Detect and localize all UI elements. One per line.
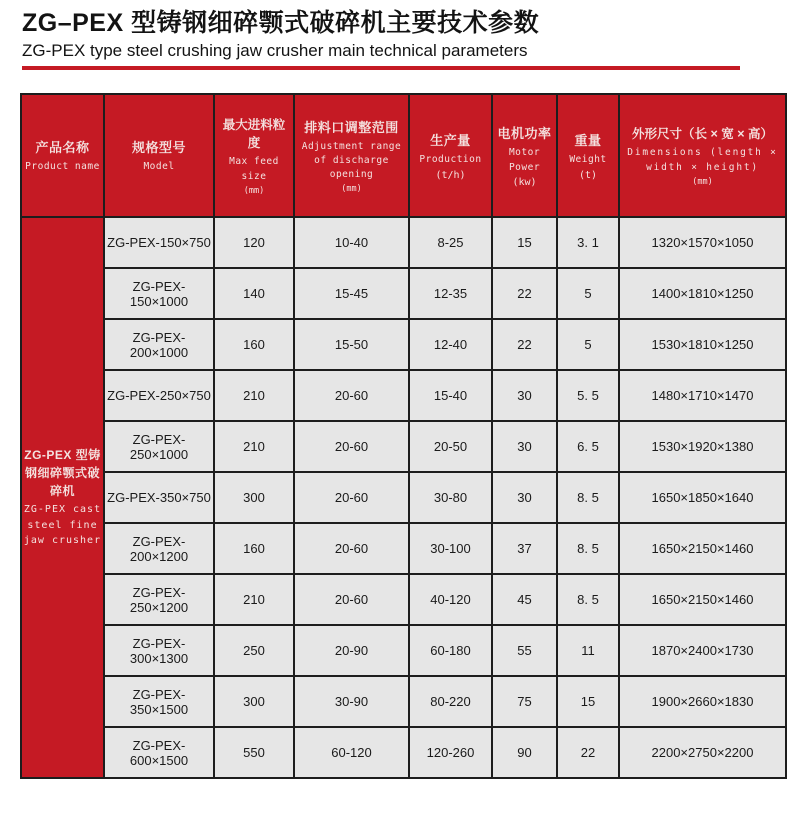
value-cell: 90 bbox=[492, 727, 557, 778]
column-header-dimensions bbox=[619, 94, 786, 217]
table-row bbox=[21, 421, 786, 472]
table-row bbox=[21, 370, 786, 421]
model-cell: ZG-PEX-200×1200 bbox=[104, 523, 214, 574]
value-cell: 5 bbox=[557, 319, 619, 370]
table-row bbox=[21, 268, 786, 319]
column-header-production bbox=[409, 94, 492, 217]
value-cell: 55 bbox=[492, 625, 557, 676]
value-cell: 8-25 bbox=[409, 217, 492, 268]
model-cell: ZG-PEX-300×1300 bbox=[104, 625, 214, 676]
value-cell: 20-60 bbox=[294, 574, 409, 625]
value-cell: 140 bbox=[214, 268, 294, 319]
column-header-label-en: Dimensions (length × width × height) bbox=[627, 147, 778, 173]
table-row bbox=[21, 625, 786, 676]
value-cell: 210 bbox=[214, 370, 294, 421]
column-header-label-en: Product name bbox=[25, 160, 100, 172]
table-body bbox=[21, 217, 786, 778]
table-row bbox=[21, 217, 786, 268]
value-cell: 3. 1 bbox=[557, 217, 619, 268]
value-cell: 8. 5 bbox=[557, 472, 619, 523]
value-cell: 30-80 bbox=[409, 472, 492, 523]
model-cell: ZG-PEX-250×1000 bbox=[104, 421, 214, 472]
value-cell: 60-180 bbox=[409, 625, 492, 676]
model-cell: ZG-PEX-200×1000 bbox=[104, 319, 214, 370]
value-cell: 1320×1570×1050 bbox=[619, 217, 786, 268]
value-cell: 8. 5 bbox=[557, 574, 619, 625]
column-header-model bbox=[104, 94, 214, 217]
value-cell: 30 bbox=[492, 370, 557, 421]
value-cell: 20-60 bbox=[294, 472, 409, 523]
table-row bbox=[21, 319, 786, 370]
product-name-cell bbox=[21, 217, 104, 778]
value-cell: 60-120 bbox=[294, 727, 409, 778]
table-row bbox=[21, 472, 786, 523]
value-cell: 5. 5 bbox=[557, 370, 619, 421]
model-cell: ZG-PEX-350×750 bbox=[104, 472, 214, 523]
value-cell: 22 bbox=[557, 727, 619, 778]
value-cell: 2200×2750×2200 bbox=[619, 727, 786, 778]
table-row bbox=[21, 574, 786, 625]
value-cell: 30-90 bbox=[294, 676, 409, 727]
page-title-zh: ZG–PEX 型铸钢细碎颚式破碎机主要技术参数 bbox=[22, 9, 540, 37]
column-header-label-zh: 电机功率 bbox=[497, 126, 552, 142]
value-cell: 160 bbox=[214, 319, 294, 370]
parameters-table bbox=[20, 93, 787, 779]
value-cell: 37 bbox=[492, 523, 557, 574]
value-cell: 15-50 bbox=[294, 319, 409, 370]
page-title-en: ZG-PEX type steel crushing jaw crusher main technical parameters bbox=[22, 41, 528, 60]
value-cell: 1650×1850×1640 bbox=[619, 472, 786, 523]
column-header-unit: (mm) bbox=[243, 185, 265, 196]
value-cell: 120-260 bbox=[409, 727, 492, 778]
column-header-unit: (mm) bbox=[341, 184, 362, 195]
column-header-unit: (kw) bbox=[512, 176, 537, 188]
column-header-label-en: Max feed size bbox=[229, 156, 279, 182]
value-cell: 22 bbox=[492, 319, 557, 370]
value-cell: 15-40 bbox=[409, 370, 492, 421]
value-cell: 75 bbox=[492, 676, 557, 727]
value-cell: 300 bbox=[214, 472, 294, 523]
value-cell: 11 bbox=[557, 625, 619, 676]
model-cell: ZG-PEX-600×1500 bbox=[104, 727, 214, 778]
value-cell: 300 bbox=[214, 676, 294, 727]
value-cell: 1650×2150×1460 bbox=[619, 574, 786, 625]
value-cell: 120 bbox=[214, 217, 294, 268]
value-cell: 20-90 bbox=[294, 625, 409, 676]
table-header-row bbox=[21, 94, 786, 217]
column-header-label-en: Model bbox=[143, 160, 175, 172]
column-header-unit: (t) bbox=[578, 169, 598, 181]
column-header-label-zh: 外形尺寸（长 × 宽 × 高） bbox=[632, 127, 773, 142]
table-row bbox=[21, 727, 786, 778]
value-cell: 1530×1920×1380 bbox=[619, 421, 786, 472]
column-header-unit: (t/h) bbox=[435, 169, 466, 181]
title-divider bbox=[22, 66, 740, 70]
value-cell: 10-40 bbox=[294, 217, 409, 268]
value-cell: 45 bbox=[492, 574, 557, 625]
value-cell: 210 bbox=[214, 421, 294, 472]
column-header-label-zh: 产品名称 bbox=[35, 139, 90, 155]
column-header-product-name bbox=[21, 94, 104, 217]
value-cell: 30 bbox=[492, 421, 557, 472]
column-header-max-feed-size bbox=[214, 94, 294, 217]
model-cell: ZG-PEX-250×1200 bbox=[104, 574, 214, 625]
value-cell: 15-45 bbox=[294, 268, 409, 319]
column-header-label-zh: 排料口调整范围 bbox=[304, 119, 399, 135]
column-header-unit: (mm) bbox=[692, 176, 713, 187]
column-header-label-en: Production bbox=[419, 154, 482, 166]
value-cell: 1480×1710×1470 bbox=[619, 370, 786, 421]
column-header-label-en: Adjustment range of discharge opening bbox=[301, 140, 402, 181]
column-header-weight bbox=[557, 94, 619, 217]
value-cell: 30-100 bbox=[409, 523, 492, 574]
value-cell: 1900×2660×1830 bbox=[619, 676, 786, 727]
column-header-motor-power bbox=[492, 94, 557, 217]
table-row bbox=[21, 676, 786, 727]
product-name-en: ZG-PEX cast steel fine jaw crusher bbox=[23, 504, 102, 547]
value-cell: 1650×2150×1460 bbox=[619, 523, 786, 574]
value-cell: 5 bbox=[557, 268, 619, 319]
column-header-label-zh: 重量 bbox=[574, 133, 602, 149]
value-cell: 210 bbox=[214, 574, 294, 625]
column-header-label-zh: 生产量 bbox=[430, 133, 471, 149]
value-cell: 8. 5 bbox=[557, 523, 619, 574]
model-cell: ZG-PEX-350×1500 bbox=[104, 676, 214, 727]
column-header-label-en: Motor Power bbox=[508, 147, 541, 173]
value-cell: 80-220 bbox=[409, 676, 492, 727]
value-cell: 15 bbox=[492, 217, 557, 268]
column-header-label-zh: 规格型号 bbox=[131, 139, 186, 155]
table-row bbox=[21, 523, 786, 574]
model-cell: ZG-PEX-150×1000 bbox=[104, 268, 214, 319]
value-cell: 1400×1810×1250 bbox=[619, 268, 786, 319]
value-cell: 1870×2400×1730 bbox=[619, 625, 786, 676]
model-cell: ZG-PEX-250×750 bbox=[104, 370, 214, 421]
value-cell: 160 bbox=[214, 523, 294, 574]
value-cell: 12-40 bbox=[409, 319, 492, 370]
value-cell: 22 bbox=[492, 268, 557, 319]
value-cell: 12-35 bbox=[409, 268, 492, 319]
column-header-label-en: Weight bbox=[569, 154, 607, 166]
value-cell: 6. 5 bbox=[557, 421, 619, 472]
value-cell: 550 bbox=[214, 727, 294, 778]
column-header-discharge-range bbox=[294, 94, 409, 217]
value-cell: 20-60 bbox=[294, 421, 409, 472]
value-cell: 250 bbox=[214, 625, 294, 676]
model-cell: ZG-PEX-150×750 bbox=[104, 217, 214, 268]
product-name-zh: ZG-PEX 型铸钢细碎颚式破碎机 bbox=[24, 448, 101, 499]
column-header-label-zh: 最大进料粒度 bbox=[222, 118, 286, 151]
value-cell: 30 bbox=[492, 472, 557, 523]
value-cell: 20-60 bbox=[294, 523, 409, 574]
value-cell: 15 bbox=[557, 676, 619, 727]
value-cell: 40-120 bbox=[409, 574, 492, 625]
value-cell: 20-50 bbox=[409, 421, 492, 472]
value-cell: 20-60 bbox=[294, 370, 409, 421]
value-cell: 1530×1810×1250 bbox=[619, 319, 786, 370]
